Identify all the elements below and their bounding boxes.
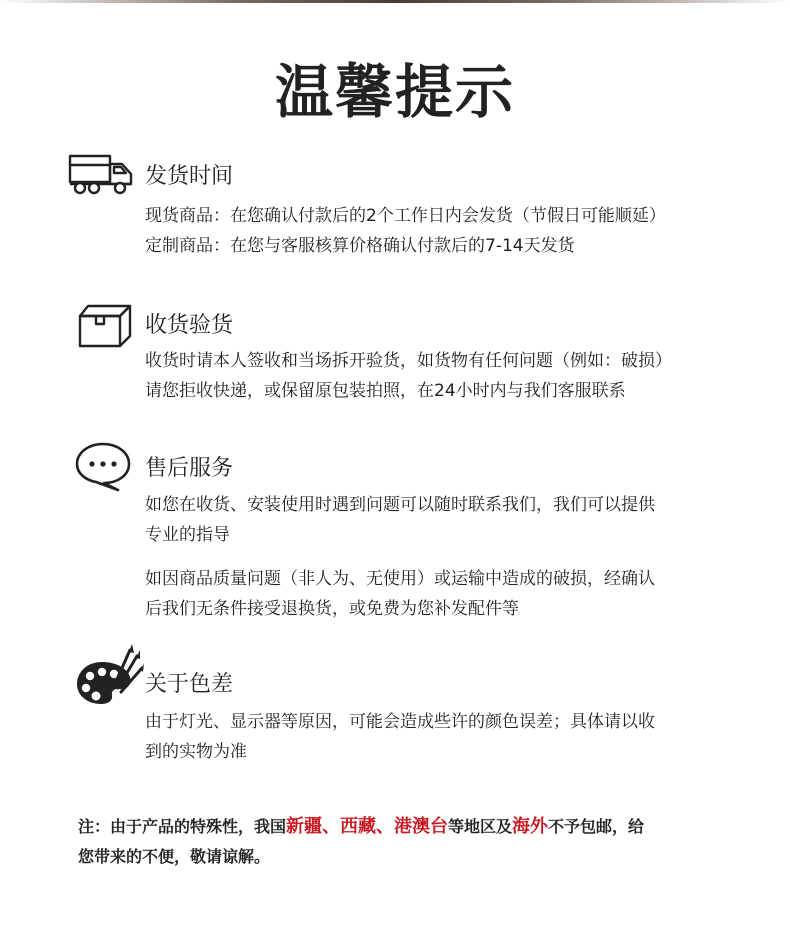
section-line: 如您在收货、安装使用时遇到问题可以随时联系我们，我们可以提供 [145, 495, 655, 515]
note-prefix: 注：由于产品的特殊性，我国 [78, 817, 287, 836]
section-line: 如因商品质量问题（非人为、无使用）或运输中造成的破损，经确认 [145, 569, 655, 589]
page-title: 温馨提示 [274, 58, 515, 126]
note-line-2: 您带来的不便，敬请谅解。 [78, 847, 271, 866]
section-heading: 收货验货 [145, 313, 234, 338]
top-decorative-bar [0, 0, 790, 3]
note-excluded-regions: 新疆、西藏、港澳台 [286, 816, 449, 837]
section-line: 现货商品：在您确认付款后的2个工作日内会发货（节假日可能顺延） [145, 206, 666, 226]
section-heading: 发货时间 [145, 164, 234, 189]
section-line: 请您拒收快递，或保留原包装拍照，在24小时内与我们客服联系 [145, 381, 626, 401]
section-heading: 关于色差 [145, 672, 234, 697]
chat-bubble-icon [74, 440, 132, 496]
truck-icon [68, 152, 134, 200]
section-line: 后我们无条件接受退换货，或免费为您补发配件等 [145, 599, 519, 619]
section-line: 专业的指导 [145, 525, 230, 545]
shipping-note [78, 812, 728, 872]
section-line: 到的实物为准 [145, 742, 247, 762]
note-suffix: 不予包邮，给 [548, 817, 645, 836]
section-line: 定制商品：在您与客服核算价格确认付款后的7-14天发货 [145, 236, 575, 256]
note-line-1 [78, 812, 728, 842]
section-line: 收货时请本人签收和当场拆开验货，如货物有任何问题（例如：破损） [145, 351, 672, 371]
box-icon [74, 302, 134, 354]
palette-icon [74, 642, 144, 712]
section-line: 由于灯光、显示器等原因，可能会造成些许的颜色误差；具体请以收 [145, 712, 655, 732]
section-heading: 售后服务 [145, 456, 234, 481]
note-overseas: 海外 [512, 816, 549, 837]
note-middle: 等地区及 [448, 817, 513, 836]
